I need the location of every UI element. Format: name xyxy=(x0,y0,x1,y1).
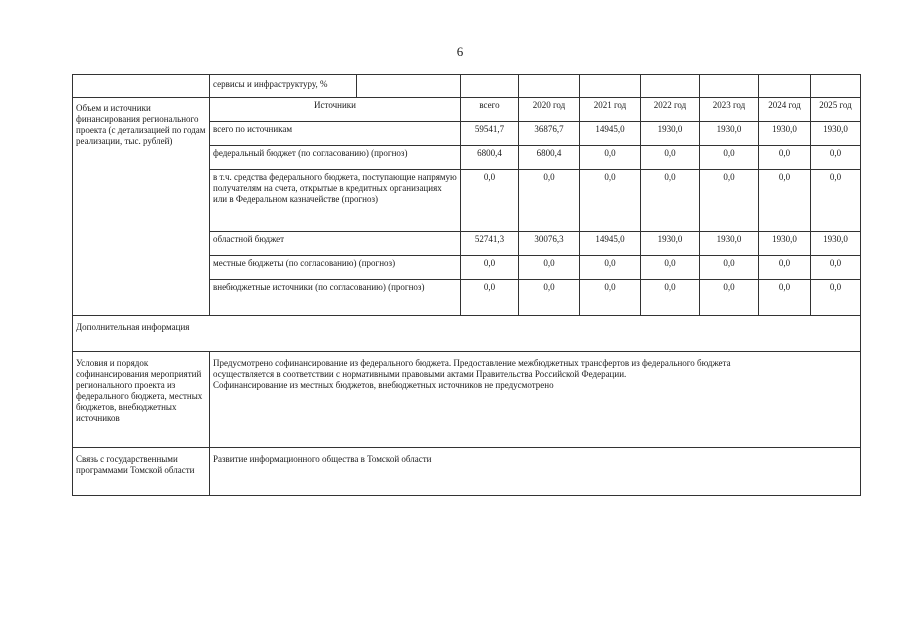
value-cell: 0,0 xyxy=(811,170,861,232)
cofinancing-text-line: Предусмотрено софинансирование из федерального бюджета. Предоставление межбюджетных трансфертов из федерального бюджета xyxy=(213,358,731,368)
column-header: 2025 год xyxy=(811,98,861,122)
value-cell: 0,0 xyxy=(461,170,519,232)
value-cell: 0,0 xyxy=(759,146,811,170)
value-cell: 1930,0 xyxy=(811,122,861,146)
value-cell: 0,0 xyxy=(811,146,861,170)
table-row xyxy=(73,352,861,448)
value-cell: 52741,3 xyxy=(461,232,519,256)
value-cell: 0,0 xyxy=(811,256,861,280)
value-cell: 1930,0 xyxy=(759,232,811,256)
value-cell: 0,0 xyxy=(700,170,759,232)
page-number: 6 xyxy=(456,44,464,59)
value-cell: 0,0 xyxy=(580,146,641,170)
column-header: Источники xyxy=(210,98,461,122)
value-cell: 0,0 xyxy=(519,170,580,232)
value-cell: 36876,7 xyxy=(519,122,580,146)
value-cell: 1930,0 xyxy=(759,122,811,146)
source-cell: всего по источникам xyxy=(210,122,461,146)
column-header: 2024 год xyxy=(759,98,811,122)
financing-label: Объем и источники финансирования регионального проекта (с детализацией по годам реализации, тыс. рублей) xyxy=(73,98,210,316)
value-cell: 1930,0 xyxy=(811,232,861,256)
value-cell: 0,0 xyxy=(641,256,700,280)
value-cell: 0,0 xyxy=(759,170,811,232)
value-cell: 14945,0 xyxy=(580,122,641,146)
value-cell: 0,0 xyxy=(519,280,580,316)
table-row xyxy=(73,316,861,352)
value-cell: 0,0 xyxy=(700,280,759,316)
programs-text: Развитие информационного общества в Томской области xyxy=(210,448,861,496)
value-cell: 0,0 xyxy=(759,256,811,280)
value-cell: 0,0 xyxy=(641,170,700,232)
value-cell: 6800,4 xyxy=(461,146,519,170)
value-cell: 0,0 xyxy=(461,280,519,316)
value-cell: 0,0 xyxy=(700,146,759,170)
value-cell: 30076,3 xyxy=(519,232,580,256)
value-cell: 1930,0 xyxy=(700,122,759,146)
cofinancing-text-line: осуществляется в соответствии с нормативными правовыми актами Правительства Российской Федерации. xyxy=(213,369,627,379)
table-row xyxy=(73,75,861,98)
table-row xyxy=(73,98,861,122)
additional-info-heading: Дополнительная информация xyxy=(73,316,861,352)
cofinancing-label: Условия и порядок софинансирования мероприятий регионального проекта из федерального бюджета, местных бюджетов, внебюджетных источников xyxy=(73,352,210,448)
source-cell: внебюджетные источники (по согласованию) (прогноз) xyxy=(210,280,461,316)
source-cell: местные бюджеты (по согласованию) (прогноз) xyxy=(210,256,461,280)
value-cell: 0,0 xyxy=(580,256,641,280)
value-cell: 1930,0 xyxy=(641,122,700,146)
value-cell: 0,0 xyxy=(461,256,519,280)
column-header: 2022 год xyxy=(641,98,700,122)
value-cell: 1930,0 xyxy=(700,232,759,256)
top-row-text: сервисы и инфраструктуру, % xyxy=(210,75,357,97)
column-header: 2023 год xyxy=(700,98,759,122)
value-cell: 0,0 xyxy=(811,280,861,316)
empty-cell xyxy=(73,75,210,98)
value-cell: 6800,4 xyxy=(519,146,580,170)
column-header: всего xyxy=(461,98,519,122)
value-cell: 59541,7 xyxy=(461,122,519,146)
table-row xyxy=(73,448,861,496)
cofinancing-text-line: Софинансирование из местных бюджетов, внебюджетных источников не предусмотрено xyxy=(213,380,554,390)
column-header: 2020 год xyxy=(519,98,580,122)
value-cell: 0,0 xyxy=(519,256,580,280)
programs-label: Связь с государственными программами Томской области xyxy=(73,448,210,496)
column-header: 2021 год xyxy=(580,98,641,122)
source-cell: областной бюджет xyxy=(210,232,461,256)
value-cell: 0,0 xyxy=(641,280,700,316)
value-cell: 0,0 xyxy=(580,170,641,232)
value-cell: 1930,0 xyxy=(641,232,700,256)
project-passport-table xyxy=(72,74,861,496)
value-cell: 0,0 xyxy=(580,280,641,316)
top-row-cell xyxy=(210,75,461,98)
source-cell: федеральный бюджет (по согласованию) (прогноз) xyxy=(210,146,461,170)
value-cell: 0,0 xyxy=(700,256,759,280)
cofinancing-text xyxy=(210,352,861,448)
value-cell: 0,0 xyxy=(641,146,700,170)
value-cell: 14945,0 xyxy=(580,232,641,256)
source-cell: в т.ч. средства федерального бюджета, поступающие напрямую получателям на счета, открытые в кредитных организациях или в Федеральном казначействе (прогноз) xyxy=(210,170,461,232)
value-cell: 0,0 xyxy=(759,280,811,316)
